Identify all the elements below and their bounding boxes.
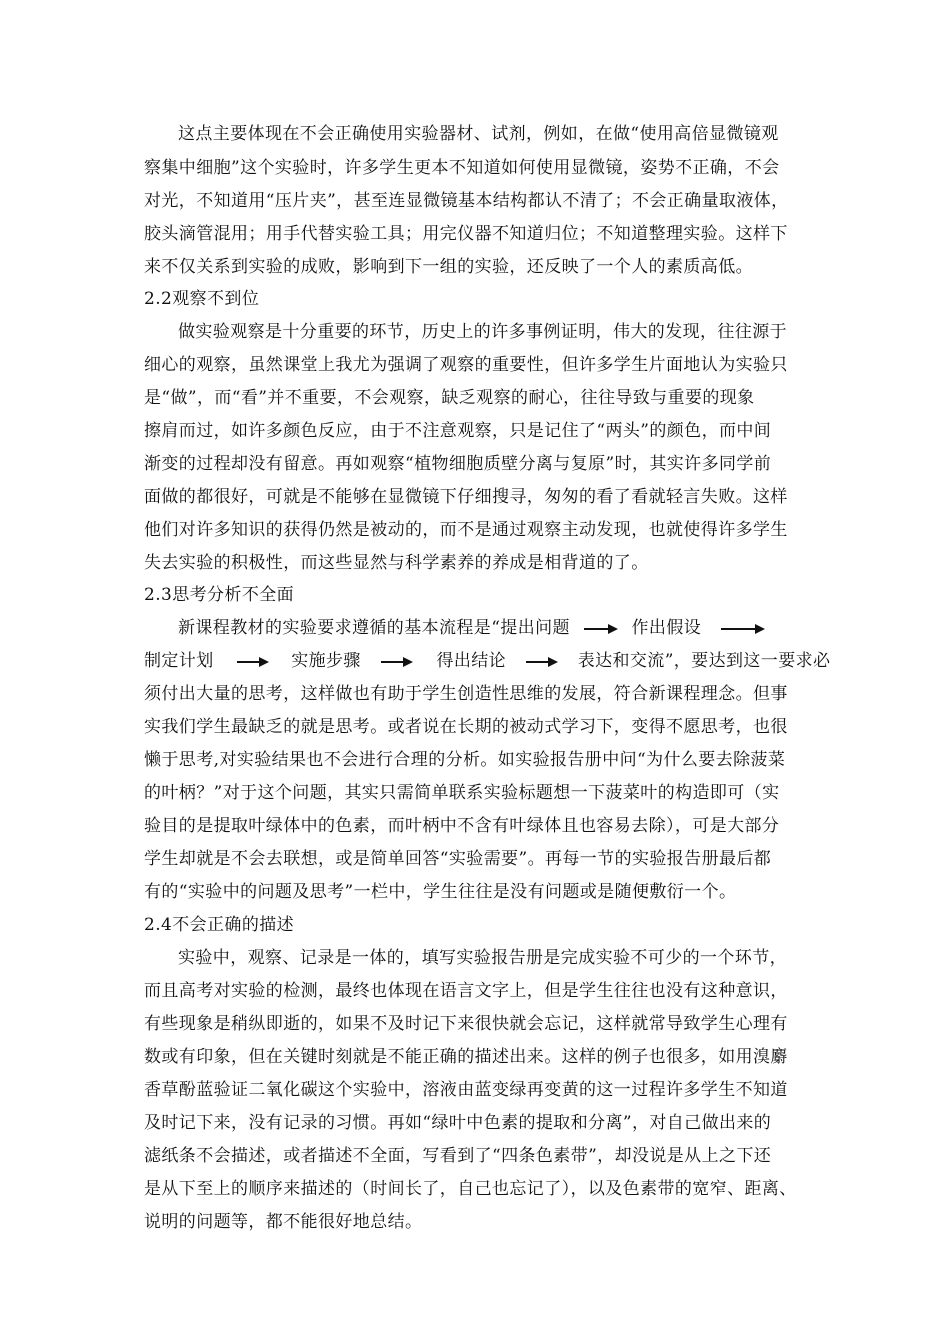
paragraph-line: 学生却就是不会去联想，或是简单回答“实验需要”。再每一节的实验报告册最后都: [144, 849, 772, 869]
section-heading-2-3: 2.3思考分析不全面: [144, 585, 295, 605]
section-heading-2-4: 2.4不会正确的描述: [144, 915, 295, 935]
arrow-icon: [526, 657, 558, 667]
paragraph-line: 数或有印象，但在关键时刻就是不能正确的描述出来。这样的例子也很多，如用溴麝: [144, 1047, 788, 1067]
paragraph-line: 及时记下来，没有记录的习惯。再如“绿叶中色素的提取和分离”，对自己做出来的: [144, 1113, 772, 1133]
flow-step-conclude: 得出结论: [436, 651, 507, 671]
paragraph-line: 细心的观察，虽然课堂上我尤为强调了观察的重要性，但许多学生片面地认为实验只: [144, 355, 788, 375]
paragraph-line: 对光，不知道用“压片夹”，甚至连显微镜基本结构都认不清了；不会正确量取液体，: [144, 191, 789, 211]
paragraph-line: 来不仅关系到实验的成败，影响到下一组的实验，还反映了一个人的素质高低。: [144, 257, 753, 277]
paragraph-line: 香草酚蓝验证二氧化碳这个实验中，溶液由蓝变绿再变黄的这一过程许多学生不知道: [144, 1080, 788, 1100]
paragraph-line: 须付出大量的思考，这样做也有助于学生创造性思维的发展，符合新课程理念。但事: [144, 684, 788, 704]
flow-prefix: 新课程教材的实验要求遵循的基本流程是“提出问题: [178, 618, 570, 638]
paragraph-line: 做实验观察是十分重要的环节，历史上的许多事例证明，伟大的发现，往往源于: [178, 322, 787, 342]
paragraph-line: 察集中细胞”这个实验时，许多学生更本不知道如何使用显微镜，姿势不正确，不会: [144, 158, 780, 178]
arrow-icon: [584, 624, 618, 634]
paragraph-line: 失去实验的积极性，而这些显然与科学素养的养成是相背道的了。: [144, 553, 649, 573]
paragraph-line: 实验中，观察、记录是一体的，填写实验报告册是完成实验不可少的一个环节，: [178, 948, 787, 968]
paragraph-line: 说明的问题等，都不能很好地总结。: [144, 1212, 423, 1232]
paragraph-line: 面做的都很好，可就是不能够在显微镜下仔细搜寻，匆匆的看了看就轻言失败。这样: [144, 487, 788, 507]
paragraph-line: 的叶柄？”对于这个问题，其实只需简单联系实验标题想一下菠菜叶的构造即可（实: [144, 783, 780, 803]
paragraph-line: 有的“实验中的问题及思考”一栏中，学生往往是没有问题或是随便敷衍一个。: [144, 882, 737, 902]
paragraph-line: 渐变的过程却没有留意。再如观察“植物细胞质壁分离与复原”时，其实许多同学前: [144, 454, 772, 474]
flow-suffix: 表达和交流”，要达到这一要求必: [577, 651, 831, 671]
paragraph-line: 验目的是提取叶绿体中的色素，而叶柄中不含有叶绿体且也容易去除），可是大部分: [144, 816, 780, 836]
arrow-icon: [381, 657, 413, 667]
paragraph-line: 懒于思考,对实验结果也不会进行合理的分析。如实验报告册中问“为什么要去除菠菜: [144, 750, 786, 770]
arrow-icon: [721, 624, 765, 634]
flow-line-2: [144, 649, 830, 679]
paragraph-line: 是从下至上的顺序来描述的（时间长了，自己也忘记了），以及色素带的宽窄、距离、: [144, 1179, 797, 1199]
paragraph-line: 滤纸条不会描述，或者描述不全面，写看到了“四条色素带”，却没说是从上之下还: [144, 1146, 772, 1166]
paragraph-line: 胶头滴管混用；用手代替实验工具；用完仪器不知道归位；不知道整理实验。这样下: [144, 224, 788, 244]
paragraph-line: 有些现象是稍纵即逝的，如果不及时记下来很快就会忘记，这样就常导致学生心理有: [144, 1014, 788, 1034]
paragraph-line: 而且高考对实验的检测，最终也体现在语言文字上，但是学生往往也没有这种意识，: [144, 981, 788, 1001]
paragraph-line: 他们对许多知识的获得仍然是被动的，而不是通过观察主动发现，也就使得许多学生: [144, 520, 788, 540]
flow-line-1: [178, 616, 773, 646]
flow-step-implement: 实施步骤: [291, 651, 361, 671]
paragraph-line: 擦肩而过，如许多颜色反应，由于不注意观察，只是记住了“两头”的颜色，而中间: [144, 421, 772, 441]
flow-step-plan: 制定计划: [144, 651, 214, 671]
paragraph-line: 这点主要体现在不会正确使用实验器材、试剂，例如，在做“使用高倍显微镜观: [178, 124, 779, 144]
arrow-icon: [237, 657, 269, 667]
section-heading-2-2: 2.2观察不到位: [144, 289, 260, 309]
paragraph-line: 是“做”，而“看”并不重要，不会观察，缺乏观察的耐心，往往导致与重要的现象: [144, 388, 755, 408]
paragraph-line: 实我们学生最缺乏的就是思考。或者说在长期的被动式学习下，变得不愿思考，也很: [144, 717, 788, 737]
flow-step-hypothesis: 作出假设: [631, 618, 702, 638]
